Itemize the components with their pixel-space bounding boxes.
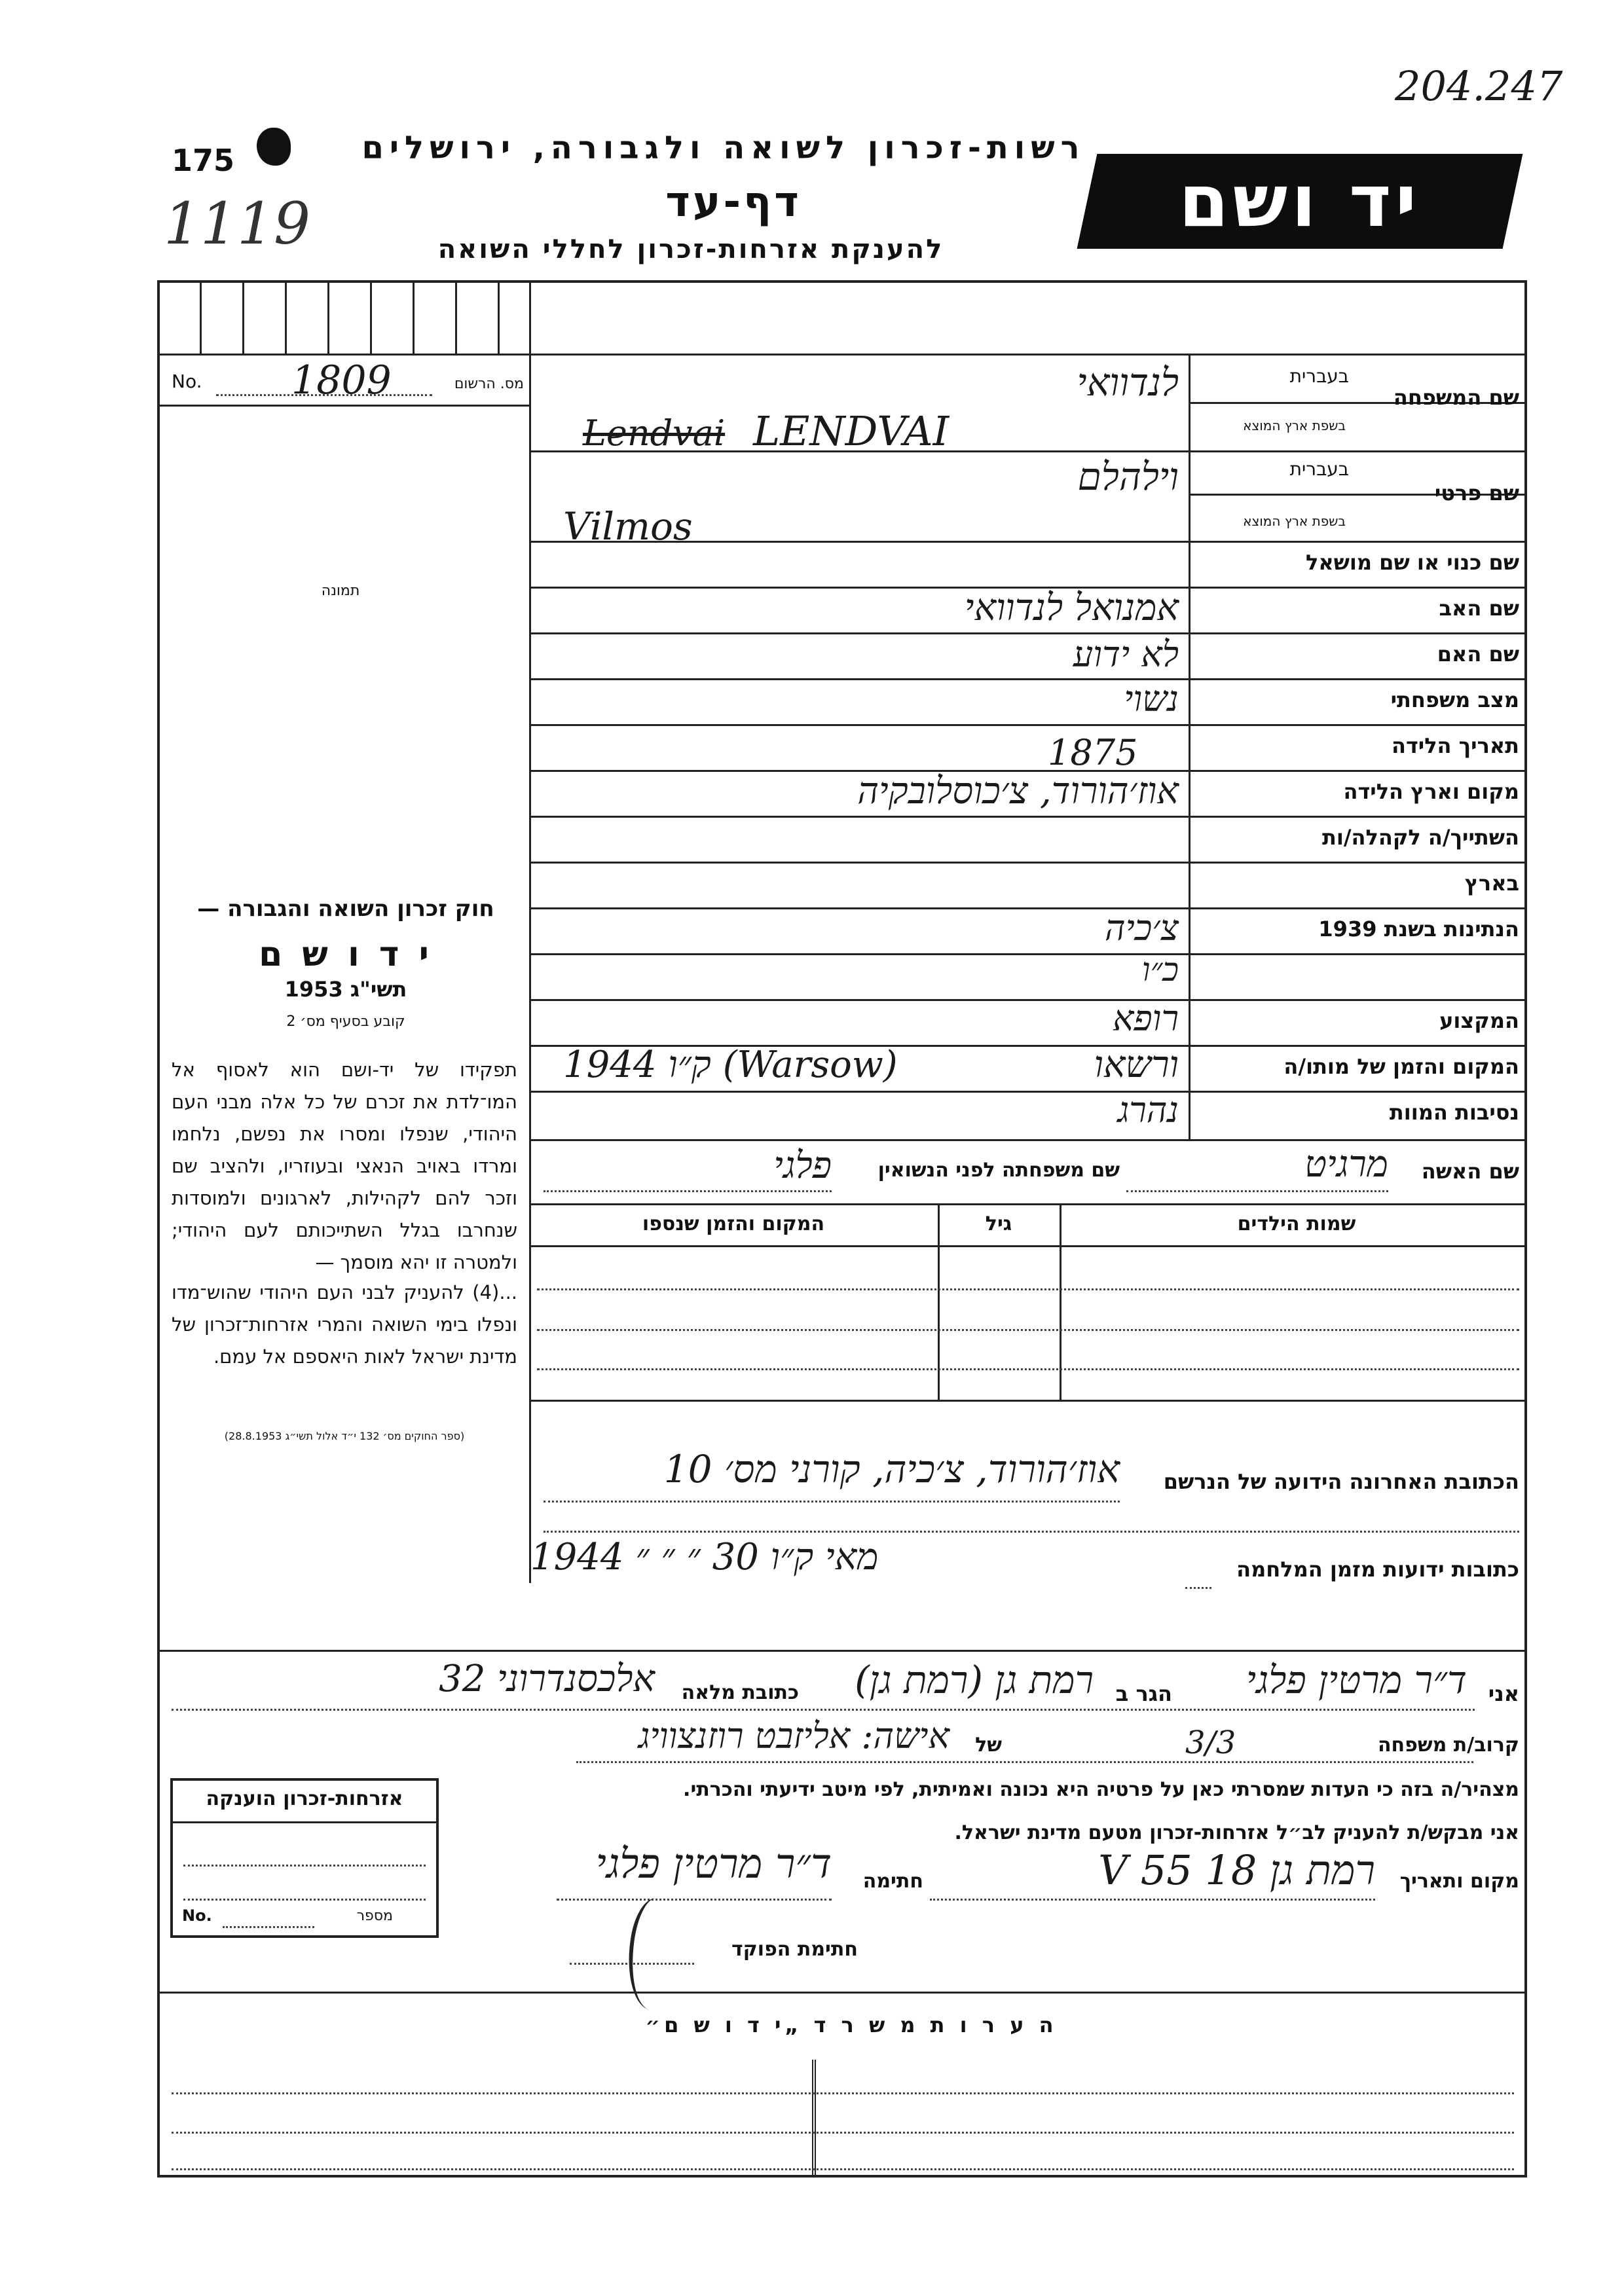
given-origin-sublabel: בשפת ארץ המוצא: [1243, 513, 1346, 529]
surname-hebrew-value: לנדוואי: [1077, 360, 1179, 405]
father-name-value: אמנואל לנדוואי: [964, 587, 1179, 629]
maiden-name-value: פלגי: [773, 1144, 832, 1187]
surname-hebrew-sublabel: בעברית: [1289, 365, 1349, 387]
registration-number: 1809: [291, 357, 392, 403]
death-place-hebrew-value: ורשאו: [1094, 1044, 1179, 1086]
father-name-label: שם האב: [1439, 596, 1519, 621]
archive-number: 204.247: [1395, 62, 1563, 110]
law-footnote: (ספר החוקים מס׳ 132 י״ד אלול תשי״ג 28.8.1953): [224, 1430, 465, 1442]
relation-of-label: של: [975, 1734, 1002, 1757]
surname-origin-sublabel: בשפת ארץ המוצא: [1243, 418, 1346, 433]
wartime-address-value: 1944 מאי ק״ו 30 ״ ״ ״: [530, 1536, 879, 1578]
law-clause: קובע בסעיף מס׳ 2: [286, 1013, 405, 1030]
law-paragraph-2: ...(4) להעניק לבני העם היהודי שהוש־מדו ונפלו בימי השואה והמרי אזרחות־זכרון של מדינת ישראל לאות היאספם אל עמם.: [172, 1281, 517, 1368]
photo-label: תמונה: [321, 583, 360, 599]
maiden-name-label: שם משפחתה לפני הנשואין: [877, 1159, 1120, 1182]
nationality-label: הנתינות בשנת 1939: [1318, 917, 1519, 941]
place-date-value: רמת גן 18 V 55: [1098, 1846, 1375, 1894]
yad-vashem-logo: יד ושם: [1077, 154, 1523, 249]
sheet-title: דף-עד: [665, 178, 802, 227]
birth-date-label: תאריך הלידה: [1391, 733, 1519, 758]
birth-place-value: אוז׳הורוד, צ׳כוסלובקיה: [857, 770, 1179, 812]
birth-date-value: 1875: [1048, 732, 1138, 773]
surname-label: שם המשפחה: [1393, 385, 1519, 410]
place-date-label: מקום ותאריך: [1399, 1870, 1519, 1893]
wife-name-label: שם האשה: [1421, 1159, 1519, 1184]
last-address-value: אוז׳הורוד, צ׳כיה, קורני מס׳ 10: [663, 1447, 1120, 1491]
relation-value: 3/3: [1185, 1724, 1236, 1761]
officer-signature-label: חתימת הפוקד: [731, 1938, 858, 1961]
death-place-time-label: המקום והזמן של מותו/ה: [1283, 1054, 1519, 1079]
mother-name-value: לא ידוע: [1073, 634, 1179, 675]
community-label: השתייך/ה לקהלה/ות: [1321, 825, 1519, 850]
nationality-value: כ״ו: [1141, 951, 1179, 989]
authority-name: רשות-זכרון לשואה ולגבורה, ירושלים: [361, 130, 1086, 166]
children-age-header: גיל: [985, 1212, 1012, 1235]
last-address-label: הכתובת האחרונה הידועה של הנרשם: [1163, 1469, 1519, 1494]
handwritten-scribble: 1119: [164, 190, 310, 257]
country-value: צ׳כיה: [1105, 907, 1179, 949]
citizenship-number-label: מספר: [356, 1908, 393, 1924]
surname-struck-value: Lendvai: [583, 412, 726, 454]
resides-label: הגר ב: [1115, 1681, 1172, 1706]
law-paragraph-1: תפקידו של יד-ושם הוא לאסוף אל המו־לדת את זכרם של כל אלה מבני העם היהודי, שנפלו ומסרו את נפשם, נלחמו ומרדו באויב הנאצי ובעוזריו, ולהציב שם וזכר להם לקהילות, לארגונים ולמוסדות שנחרבו בגלל השתייכותם לעם היהודי; ולמטרה זו יהא מוסמך —: [172, 1059, 517, 1273]
relation-of-value: אישה: אליזבט רוזנצוויג: [638, 1715, 950, 1757]
given-hebrew-sublabel: בעברית: [1289, 458, 1349, 480]
profession-value: רופא: [1112, 998, 1179, 1039]
marital-status-label: מצב משפחתי: [1390, 687, 1519, 712]
citizenship-no-label: No.: [182, 1906, 212, 1925]
profession-label: המקצוע: [1439, 1008, 1519, 1033]
death-cause-label: נסיבות המוות: [1389, 1100, 1519, 1125]
birth-place-label: מקום וארץ הלידה: [1343, 779, 1519, 804]
law-title: חוק זכרון השואה והגבורה —: [197, 896, 494, 922]
ink-blot: [257, 128, 291, 166]
mother-name-label: שם האם: [1437, 642, 1519, 666]
given-name-latin-value: Vilmos: [563, 504, 693, 549]
sheet-subtitle: להענקת אזרחות-זכרון לחללי השואה: [437, 234, 944, 264]
death-cause-value: נהרג: [1117, 1089, 1179, 1131]
law-year: תשי"ג 1953: [284, 977, 407, 1002]
children-death-header: המקום והזמן שנספו: [642, 1212, 825, 1235]
country-label: בארץ: [1464, 871, 1519, 896]
death-place-latin-value: 1944 ק״ו (Warsow): [563, 1044, 898, 1086]
registration-label: מס. הרשום: [454, 376, 524, 392]
declarant-signature: ד״ר מרטין פלגי: [595, 1840, 832, 1887]
declaration-statement-1: מצהיר/ה בזה כי העדות שמסרתי כאן על פרטיה היא נכונה ואמיתית, לפי מיטב ידיעתי והכרתי.: [683, 1778, 1519, 1801]
declarant-address: אלכסנדרוני 32: [439, 1658, 655, 1700]
surname-latin-value: LENDVAI: [753, 407, 950, 455]
declaration-statement-2: אני מבקש/ת להעניק לב״ל אזרחות-זכרון מטעם מדינת ישראל.: [954, 1821, 1519, 1844]
given-name-label: שם פרטי: [1434, 481, 1519, 505]
full-address-label: כתובת מלאה: [681, 1681, 799, 1704]
citizenship-granted-title: אזרחות-זכרון הוענקה: [206, 1787, 403, 1810]
wartime-address-label: כתובות ידועות מזמן המלחמה: [1236, 1557, 1519, 1582]
nickname-label: שם כנוי או שם מושאל: [1305, 550, 1519, 575]
declarant-city: רמת גן (רמת גן): [855, 1658, 1094, 1702]
children-names-header: שמות הילדים: [1237, 1212, 1356, 1235]
declarant-name: ד״ר מרטין פלגי: [1246, 1658, 1467, 1702]
registration-no-label: No.: [172, 371, 202, 392]
given-name-hebrew-value: וילהלם: [1077, 454, 1179, 499]
marital-status-value: נשוי: [1124, 678, 1179, 720]
declarant-label: אני: [1488, 1681, 1519, 1706]
relation-label: קרוב/ת משפחה: [1377, 1734, 1519, 1757]
signature-label: חתימה: [862, 1870, 923, 1893]
page-number: 175: [172, 143, 235, 178]
office-notes-title: ה ע ר ו ת מ ש ר ד „י ד ו ש ם״: [645, 2013, 1058, 2037]
law-name: י ד ו ש ם: [259, 935, 433, 974]
wife-name-value: מרגיט: [1304, 1143, 1388, 1186]
